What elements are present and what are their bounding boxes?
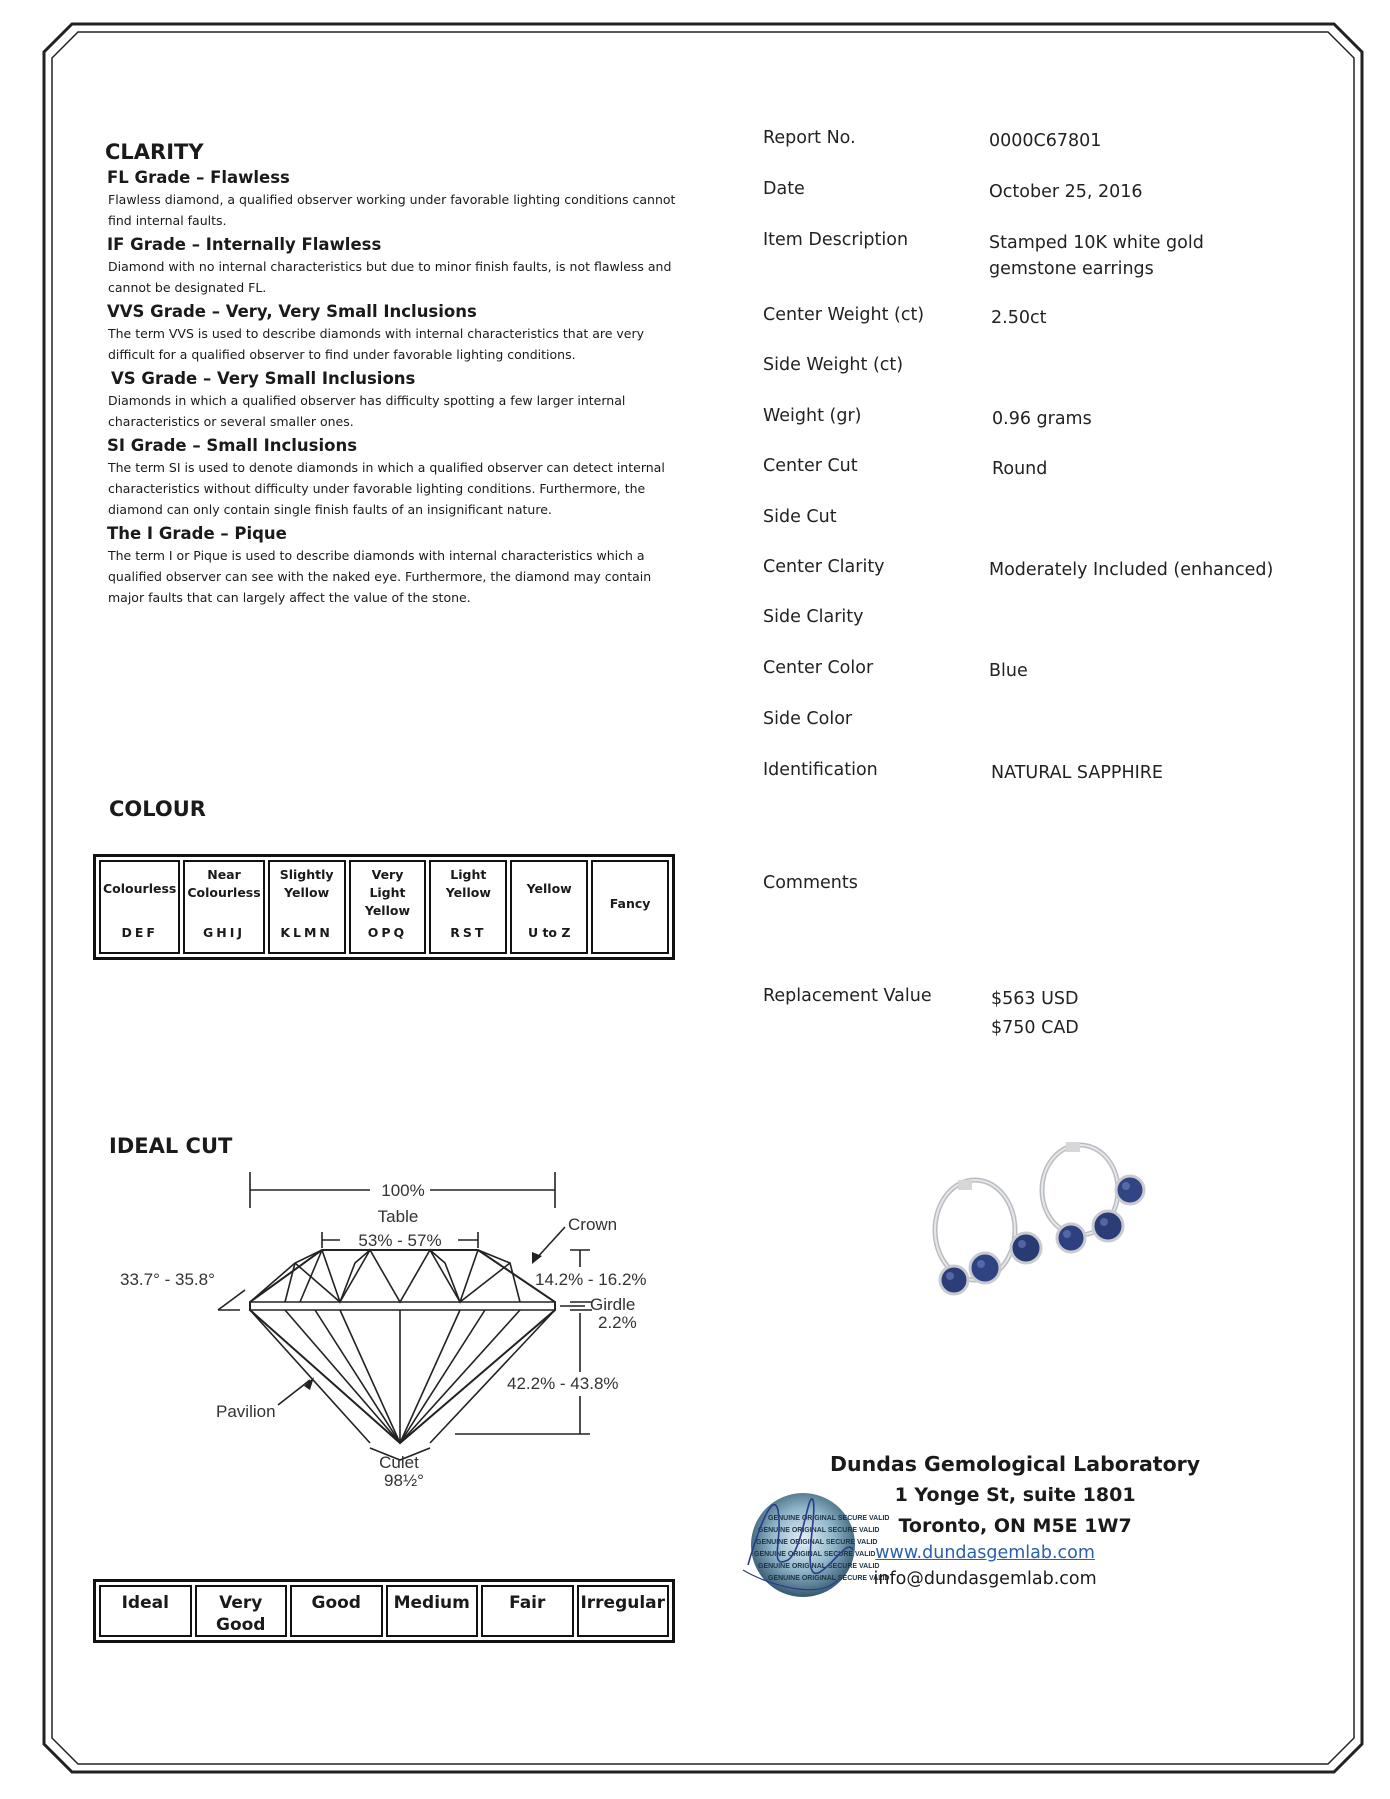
row-label: Replacement Value — [763, 986, 932, 1006]
row-value: 0.96 grams — [992, 409, 1092, 429]
label-pavilion-pct: 42.2% - 43.8% — [507, 1374, 619, 1393]
colour-label: Light Yellow — [445, 867, 491, 900]
label-crown-angle: 33.7° - 35.8° — [120, 1270, 215, 1289]
hologram-text-line: GENUINE ORIGINAL SECURE VALID — [756, 1539, 878, 1546]
hologram-text-line: GENUINE ORIGINAL SECURE VALID — [758, 1563, 880, 1570]
colour-cell — [510, 860, 588, 954]
grade-title: FL Grade – Flawless — [107, 168, 290, 187]
label-pavilion: Pavilion — [216, 1402, 276, 1421]
grade-vvs — [105, 302, 685, 365]
row-value: $563 USD — [991, 989, 1079, 1009]
row-label: Date — [763, 179, 805, 199]
row-value: Moderately Included (enhanced) — [989, 560, 1274, 580]
colour-heading: COLOUR — [109, 797, 206, 821]
hologram-text-line: GENUINE ORIGINAL SECURE VALID — [768, 1515, 890, 1522]
row-value: NATURAL SAPPHIRE — [991, 763, 1163, 783]
cut-cell: Fair — [481, 1585, 574, 1637]
label-total: 100% — [381, 1181, 425, 1200]
row-value: 0000C67801 — [989, 131, 1102, 151]
colour-label: Very Light Yellow — [364, 867, 411, 918]
label-girdle-pct: 2.2% — [598, 1313, 637, 1332]
lab-address-line1: 1 Yonge St, suite 1801 — [894, 1484, 1136, 1506]
grade-desc: Diamonds in which a qualified observer has difficulty spotting a few larger internal characteristics or several smaller ones. — [108, 393, 626, 429]
colour-cell — [591, 860, 669, 954]
row-label: Item Description — [763, 230, 909, 250]
row-label: Side Clarity — [763, 607, 864, 627]
row-value: Stamped 10K white gold gemstone earrings — [989, 233, 1204, 279]
grade-i — [105, 524, 685, 608]
colour-grade-table — [93, 854, 675, 960]
diamond-proportions-diagram — [100, 1160, 690, 1500]
colour-grades: OPQ — [367, 925, 408, 940]
cut-cell: Good — [290, 1585, 383, 1637]
cut-cell: Medium — [386, 1585, 479, 1637]
colour-grades: KLMN — [280, 925, 333, 940]
row-label: Center Weight (ct) — [763, 305, 925, 325]
hologram-text-line: GENUINE ORIGINAL SECURE VALID — [768, 1575, 890, 1582]
row-value: Blue — [989, 661, 1028, 681]
row-label: Report No. — [763, 128, 856, 148]
row-value: $750 CAD — [991, 1018, 1079, 1038]
clarity-section — [105, 140, 685, 608]
row-label: Weight (gr) — [763, 406, 862, 426]
row-label: Side Weight (ct) — [763, 355, 904, 375]
colour-label: Yellow — [526, 881, 572, 896]
cut-cell: Very Good — [195, 1585, 288, 1637]
hologram-text-line: GENUINE ORIGINAL SECURE VALID — [754, 1551, 876, 1558]
cut-cell: Ideal — [99, 1585, 192, 1637]
colour-cell — [268, 860, 346, 954]
lab-name: Dundas Gemological Laboratory — [830, 1452, 1201, 1476]
label-crown: Crown — [568, 1215, 618, 1234]
hologram-text-line: GENUINE ORIGINAL SECURE VALID — [758, 1527, 880, 1534]
row-label: Comments — [763, 873, 858, 893]
colour-label: Fancy — [609, 896, 651, 911]
colour-label: Colourless — [103, 881, 177, 896]
cut-cell: Irregular — [577, 1585, 670, 1637]
colour-cell — [183, 860, 264, 954]
cut-grade-table — [93, 1579, 675, 1643]
grade-fl — [105, 168, 685, 231]
grade-desc: Diamond with no internal characteristics but due to minor finish faults, is not flawless and cannot be designated FL. — [108, 259, 672, 295]
label-girdle: Girdle — [590, 1295, 636, 1314]
grade-title: IF Grade – Internally Flawless — [107, 235, 382, 254]
row-label: Center Color — [763, 658, 874, 678]
lab-email: info@dundasgemlab.com — [873, 1569, 1097, 1589]
row-label: Center Clarity — [763, 557, 885, 577]
label-culet: Culet — [379, 1453, 419, 1472]
grade-title: The I Grade – Pique — [107, 524, 287, 543]
row-value: 2.50ct — [991, 308, 1047, 328]
grade-desc: The term VVS is used to describe diamonds with internal characteristics that are very difficult for a qualified observer to find under favorable lighting conditions. — [108, 326, 645, 362]
label-table-pct: 53% - 57% — [358, 1231, 442, 1250]
grade-desc: Flawless diamond, a qualified observer working under favorable lighting conditions cannot find internal faults. — [108, 192, 676, 228]
label-crown-pct: 14.2% - 16.2% — [535, 1270, 647, 1289]
grade-title: VVS Grade – Very, Very Small Inclusions — [107, 302, 477, 321]
lab-address-line2: Toronto, ON M5E 1W7 — [898, 1515, 1132, 1537]
row-label: Identification — [763, 760, 878, 780]
row-value: Round — [992, 459, 1048, 479]
colour-label: Slightly Yellow — [279, 867, 334, 900]
clarity-heading: CLARITY — [105, 140, 204, 164]
colour-label: Near Colourless — [187, 867, 261, 900]
grade-desc: The term SI is used to denote diamonds in which a qualified observer can detect internal characteristics without difficulty under favorable lighting conditions. Furthermore, the diamond can only contain single finish faults of an insignificant nature. — [108, 460, 665, 517]
colour-cell — [429, 860, 507, 954]
lab-info — [830, 1452, 1200, 1589]
row-label: Side Cut — [763, 507, 837, 527]
grade-desc: The term I or Pique is used to describe diamonds with internal characteristics which a qualified observer can see with the naked eye. Furthermore, the diamond may contain major faults that can largely affect the value of the stone. — [108, 548, 652, 605]
colour-cell — [99, 860, 180, 954]
label-culet-angle: 98½° — [384, 1471, 424, 1490]
colour-grades: U to Z — [527, 925, 571, 940]
lab-website-link[interactable]: www.dundasgemlab.com — [875, 1543, 1095, 1563]
ideal-cut-heading: IDEAL CUT — [109, 1134, 233, 1158]
grade-si — [105, 436, 685, 520]
row-label: Side Color — [763, 709, 853, 729]
grade-title: VS Grade – Very Small Inclusions — [111, 369, 416, 388]
row-value: October 25, 2016 — [989, 182, 1143, 202]
colour-grades: RST — [450, 925, 487, 940]
colour-cell — [349, 860, 427, 954]
grade-title: SI Grade – Small Inclusions — [107, 436, 358, 455]
earrings-photo — [880, 1130, 1180, 1330]
grade-if — [105, 235, 685, 298]
colour-grades: DEF — [121, 925, 158, 940]
label-table: Table — [377, 1207, 419, 1226]
colour-grades: GHIJ — [203, 925, 246, 940]
grade-vs — [105, 369, 685, 432]
row-label: Center Cut — [763, 456, 858, 476]
